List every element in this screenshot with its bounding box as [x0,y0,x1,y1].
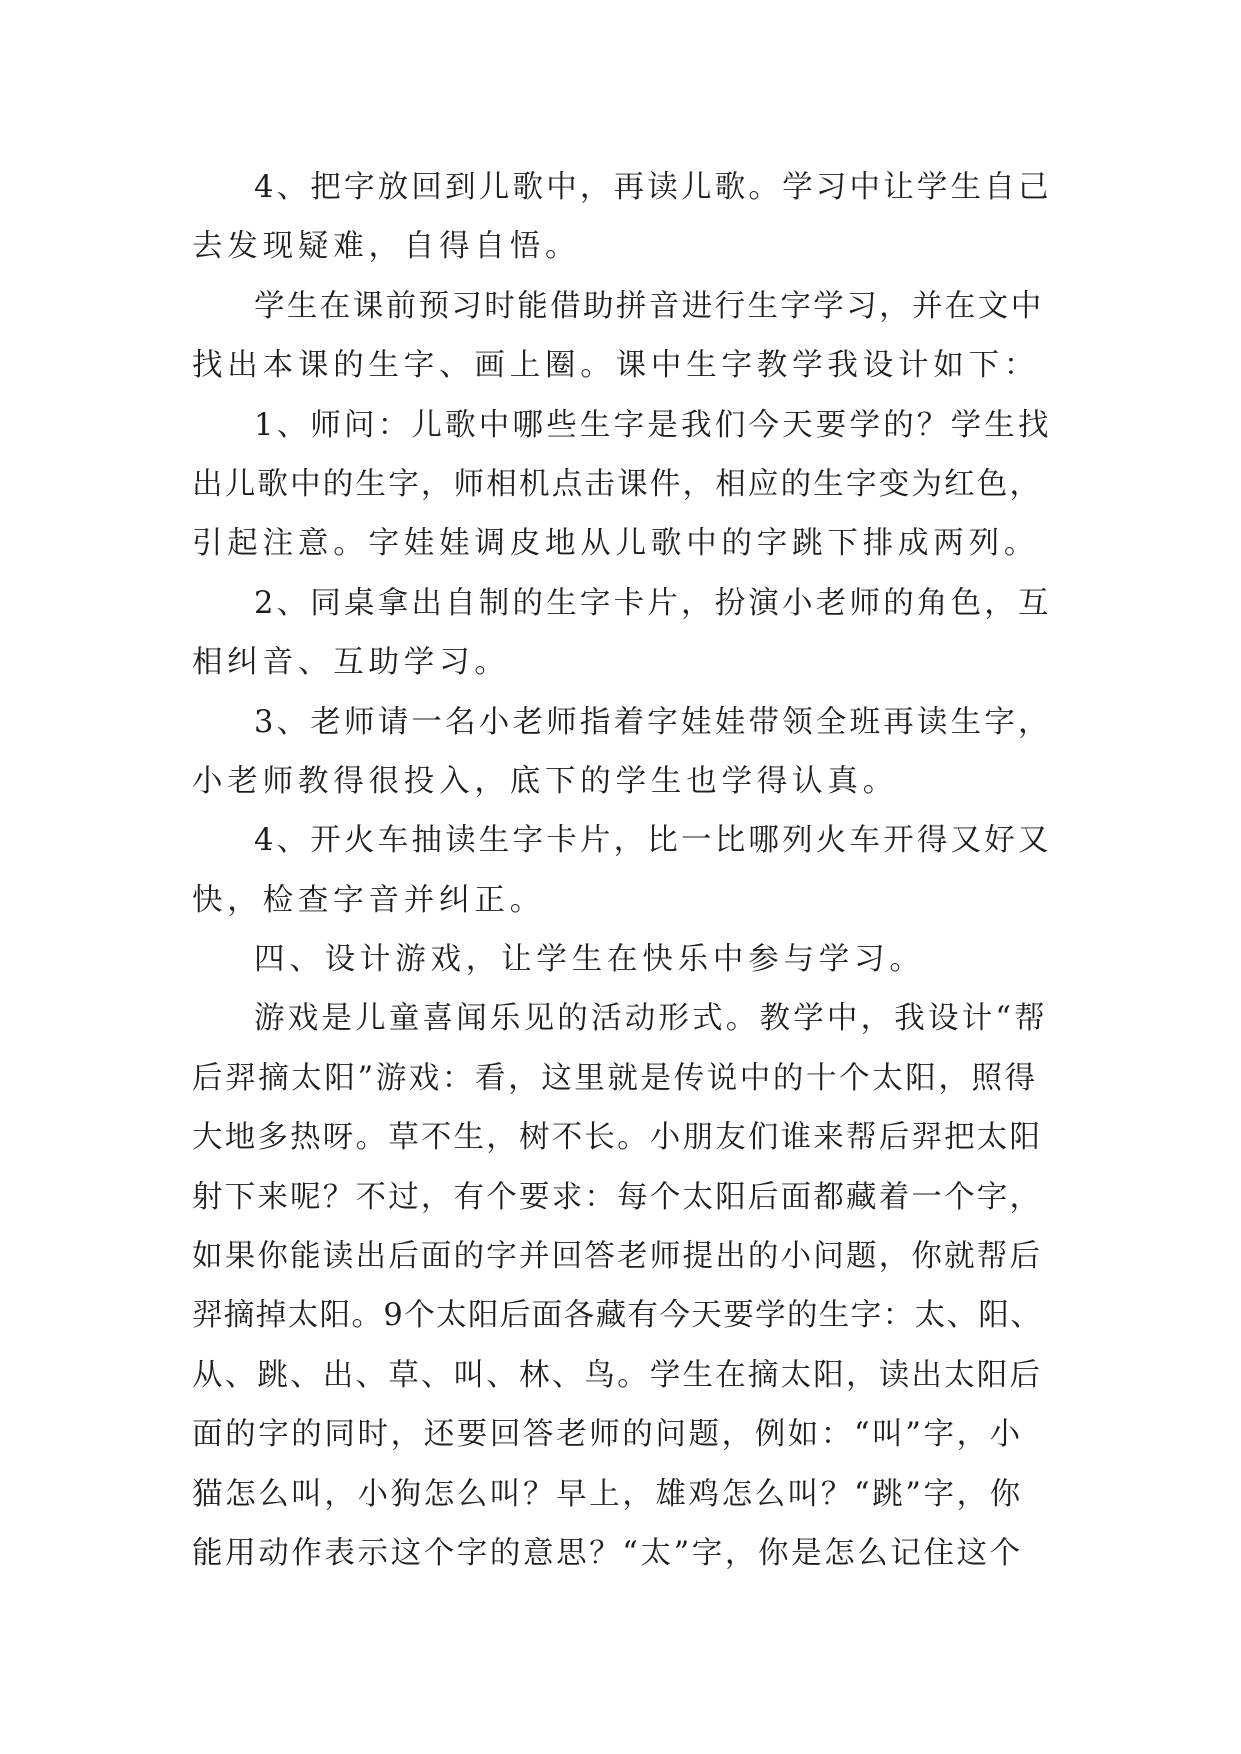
text-line: 从、跳、出、草、叫、林、鸟。学生在摘太阳，读出太阳后 [192,1357,1043,1393]
text-line: 羿摘掉太阳。9个太阳后面各藏有今天要学的生字：太、阳、 [192,1298,1043,1334]
text-line: 1、师问：儿歌中哪些生字是我们今天要学的？学生找 [254,407,1052,443]
text-line: 四、设计游戏，让学生在快乐中参与学习。 [254,942,925,978]
text-line: 面的字的同时，还要回答老师的问题，例如：“叫”字，小 [192,1417,1023,1453]
text-line: 去发现疑难，自得自悟。 [192,229,581,265]
text-line: 射下来呢？不过，有个要求：每个太阳后面都藏着一个字， [192,1179,1043,1215]
text-line: 快，检查字音并纠正。 [192,882,545,918]
text-line: 2、同桌拿出自制的生字卡片，扮演小老师的角色，互 [254,585,1052,621]
text-line: 如果你能读出后面的字并回答老师提出的小问题，你就帮后 [192,1239,1043,1275]
text-line: 4、开火车抽读生字卡片，比一比哪列火车开得又好又 [254,823,1052,859]
text-line: 3、老师请一名小老师指着字娃娃带领全班再读生字， [254,704,1052,740]
text-line: 大地多热呀。草不生，树不长。小朋友们谁来帮后羿把太阳 [192,1120,1043,1156]
text-line: 能用动作表示这个字的意思？“太”字，你是怎么记住这个 [192,1535,1023,1571]
text-line: 游戏是儿童喜闻乐见的活动形式。教学中，我设计“帮 [254,1001,1048,1037]
text-line: 4、把字放回到儿歌中，再读儿歌。学习中让学生自己 [254,170,1052,205]
document-body [192,158,1052,1583]
text-line: 后羿摘太阳”游戏：看，这里就是传说中的十个太阳，照得 [192,1060,1038,1096]
text-line: 引起注意。字娃娃调皮地从儿歌中的字跳下排成两列。 [192,526,1040,562]
text-line: 小老师教得很投入，底下的学生也学得认真。 [192,763,898,799]
text-line: 猫怎么叫，小狗怎么叫？早上，雄鸡怎么叫？“跳”字，你 [192,1476,1023,1512]
text-line: 出儿歌中的生字，师相机点击课件，相应的生字变为红色， [192,466,1043,502]
text-line: 找出本课的生字、画上圈。课中生字教学我设计如下： [192,348,1040,384]
text-line: 学生在课前预习时能借助拼音进行生字学习，并在文中 [254,288,1044,324]
text-line: 相纠音、互助学习。 [192,645,510,681]
